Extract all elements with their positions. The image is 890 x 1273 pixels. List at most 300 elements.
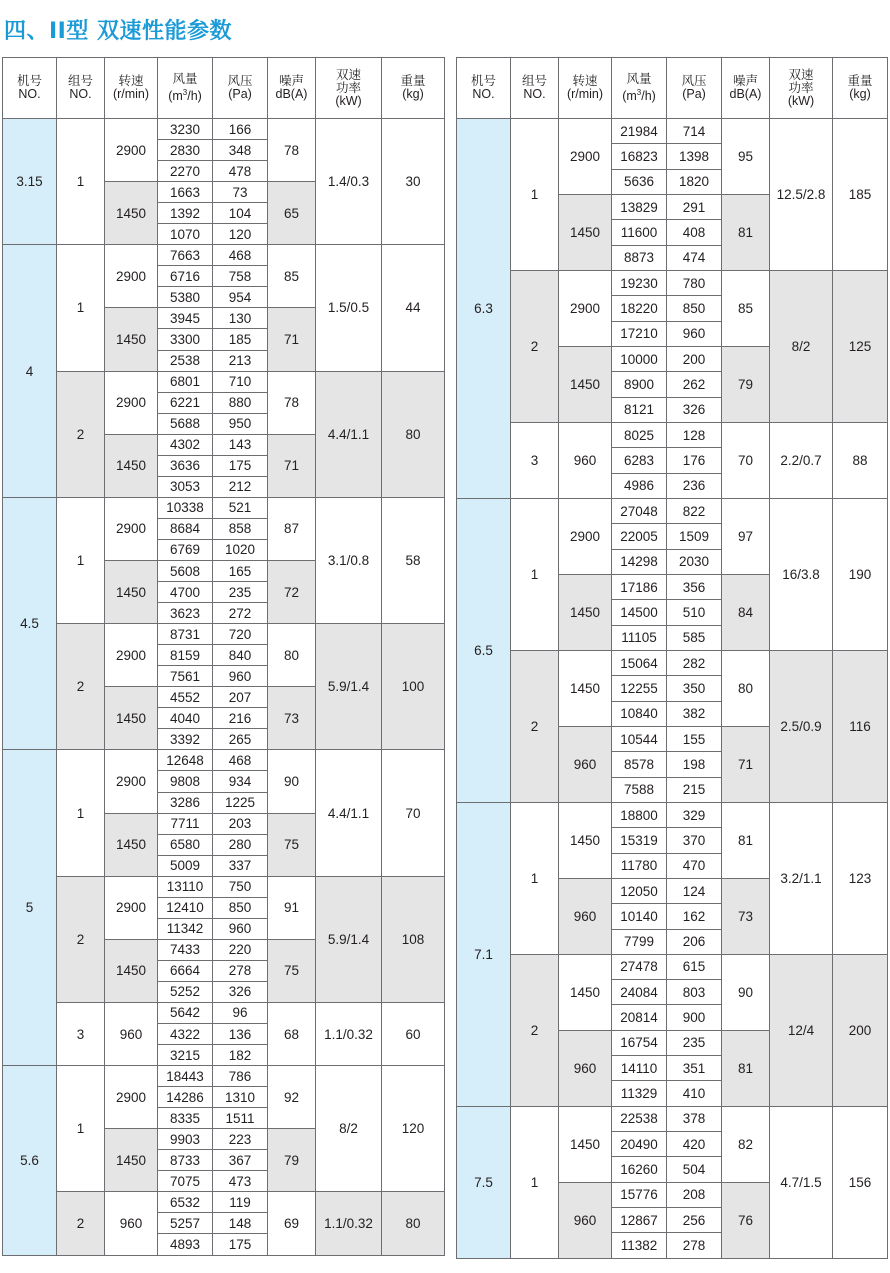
pressure-cell: 182 (213, 1045, 268, 1066)
airflow-cell: 6769 (158, 539, 213, 560)
header-machine-no: 机号 NO. (457, 58, 511, 119)
speed-cell: 2900 (559, 270, 612, 346)
noise-cell: 78 (268, 371, 316, 434)
airflow-cell: 8731 (158, 624, 213, 645)
airflow-cell: 18800 (612, 802, 667, 827)
pressure-cell: 136 (213, 1024, 268, 1045)
noise-cell: 85 (722, 270, 770, 346)
pressure-cell: 208 (667, 1182, 722, 1207)
pressure-cell: 130 (213, 308, 268, 329)
noise-cell: 71 (268, 308, 316, 371)
noise-cell: 81 (722, 802, 770, 878)
power-cell: 8/2 (316, 1066, 382, 1192)
table-row (3, 119, 445, 140)
pressure-cell: 124 (667, 878, 722, 903)
airflow-cell: 10000 (612, 346, 667, 371)
speed-cell: 1450 (105, 939, 158, 1002)
airflow-cell: 3215 (158, 1045, 213, 1066)
machine-no-cell: 7.5 (457, 1106, 511, 1258)
airflow-cell: 19230 (612, 270, 667, 295)
header-speed: 转速 (r/min) (559, 58, 612, 119)
pressure-cell: 954 (213, 287, 268, 308)
pressure-cell: 165 (213, 560, 268, 581)
airflow-cell: 7075 (158, 1171, 213, 1192)
airflow-cell: 15319 (612, 828, 667, 853)
weight-cell: 44 (382, 245, 445, 371)
airflow-cell: 4040 (158, 708, 213, 729)
pressure-cell: 235 (667, 1030, 722, 1055)
pressure-cell: 326 (667, 397, 722, 422)
airflow-cell: 8873 (612, 245, 667, 270)
pressure-cell: 2030 (667, 549, 722, 574)
pressure-cell: 504 (667, 1157, 722, 1182)
weight-cell: 200 (833, 954, 888, 1106)
machine-no-cell: 4.5 (3, 497, 57, 750)
airflow-cell: 15776 (612, 1182, 667, 1207)
group-no-cell: 1 (57, 245, 105, 371)
pressure-cell: 470 (667, 853, 722, 878)
airflow-cell: 13110 (158, 876, 213, 897)
pressure-cell: 714 (667, 119, 722, 144)
airflow-cell: 10338 (158, 497, 213, 518)
table-row (3, 1002, 445, 1023)
airflow-cell: 3053 (158, 476, 213, 497)
machine-no-cell: 7.1 (457, 802, 511, 1106)
speed-cell: 1450 (105, 182, 158, 245)
airflow-cell: 20490 (612, 1132, 667, 1157)
pressure-cell: 585 (667, 625, 722, 650)
airflow-cell: 10840 (612, 701, 667, 726)
pressure-cell: 750 (213, 876, 268, 897)
airflow-cell: 6221 (158, 392, 213, 413)
pressure-cell: 162 (667, 904, 722, 929)
airflow-cell: 5252 (158, 981, 213, 1002)
pressure-cell: 478 (213, 161, 268, 182)
pressure-cell: 758 (213, 266, 268, 287)
table-row (3, 245, 445, 266)
pressure-cell: 262 (667, 372, 722, 397)
pressure-cell: 510 (667, 600, 722, 625)
group-no-cell: 1 (57, 119, 105, 245)
pressure-cell: 350 (667, 676, 722, 701)
weight-cell: 80 (382, 1192, 445, 1255)
pressure-cell: 348 (213, 140, 268, 161)
pressure-cell: 474 (667, 245, 722, 270)
pressure-cell: 521 (213, 497, 268, 518)
pressure-cell: 207 (213, 687, 268, 708)
airflow-cell: 16260 (612, 1157, 667, 1182)
pressure-cell: 720 (213, 624, 268, 645)
group-no-cell: 1 (511, 119, 559, 271)
pressure-cell: 356 (667, 574, 722, 599)
weight-cell: 125 (833, 270, 888, 422)
header-group-no: 组号 NO. (57, 58, 105, 119)
pressure-cell: 382 (667, 701, 722, 726)
noise-cell: 70 (722, 422, 770, 498)
speed-cell: 1450 (559, 346, 612, 422)
pressure-cell: 166 (213, 119, 268, 140)
speed-cell: 2900 (105, 624, 158, 687)
speed-cell: 1450 (559, 954, 612, 1030)
noise-cell: 81 (722, 194, 770, 270)
group-no-cell: 1 (57, 750, 105, 876)
airflow-cell: 4302 (158, 434, 213, 455)
noise-cell: 91 (268, 876, 316, 939)
pressure-cell: 351 (667, 1056, 722, 1081)
weight-cell: 70 (382, 750, 445, 876)
speed-cell: 2900 (105, 750, 158, 813)
noise-cell: 76 (722, 1182, 770, 1258)
power-cell: 4.7/1.5 (770, 1106, 833, 1258)
speed-cell: 1450 (559, 574, 612, 650)
airflow-cell: 9808 (158, 771, 213, 792)
airflow-cell: 6580 (158, 834, 213, 855)
table-row (457, 954, 888, 979)
pressure-cell: 822 (667, 498, 722, 523)
pressure-cell: 378 (667, 1106, 722, 1131)
airflow-cell: 7663 (158, 245, 213, 266)
pressure-cell: 175 (213, 455, 268, 476)
pressure-cell: 278 (667, 1233, 722, 1258)
group-no-cell: 2 (511, 954, 559, 1106)
airflow-cell: 24084 (612, 980, 667, 1005)
group-no-cell: 2 (57, 876, 105, 1002)
weight-cell: 190 (833, 498, 888, 650)
header-power: 双速 功率 (kW) (770, 58, 833, 119)
pressure-cell: 337 (213, 855, 268, 876)
airflow-cell: 17210 (612, 321, 667, 346)
pressure-cell: 148 (213, 1213, 268, 1234)
pressure-cell: 326 (213, 981, 268, 1002)
table-row (3, 497, 445, 518)
header-airflow: 风量 $(m^3/h)$ (158, 58, 213, 119)
airflow-cell: 5642 (158, 1002, 213, 1023)
weight-cell: 156 (833, 1106, 888, 1258)
pressure-cell: 120 (213, 224, 268, 245)
power-cell: 2.5/0.9 (770, 650, 833, 802)
table-row (3, 1066, 445, 1087)
airflow-cell: 5688 (158, 413, 213, 434)
airflow-cell: 3945 (158, 308, 213, 329)
group-no-cell: 3 (57, 1002, 105, 1065)
airflow-cell: 7588 (612, 777, 667, 802)
pressure-cell: 840 (213, 645, 268, 666)
noise-cell: 79 (268, 1129, 316, 1192)
pressure-cell: 960 (667, 321, 722, 346)
airflow-cell: 8159 (158, 645, 213, 666)
pressure-cell: 236 (667, 473, 722, 498)
machine-no-cell: 4 (3, 245, 57, 498)
airflow-cell: 3636 (158, 455, 213, 476)
noise-cell: 79 (722, 346, 770, 422)
pressure-cell: 278 (213, 960, 268, 981)
header-speed: 转速 (r/min) (105, 58, 158, 119)
power-cell: 3.1/0.8 (316, 497, 382, 623)
airflow-cell: 5608 (158, 560, 213, 581)
airflow-cell: 8578 (612, 752, 667, 777)
speed-cell: 1450 (105, 1129, 158, 1192)
pressure-cell: 468 (213, 245, 268, 266)
noise-cell: 69 (268, 1192, 316, 1255)
pressure-cell: 960 (213, 918, 268, 939)
speed-cell: 960 (559, 1030, 612, 1106)
table-row (3, 624, 445, 645)
header-weight: 重量 (kg) (833, 58, 888, 119)
airflow-cell: 8121 (612, 397, 667, 422)
pressure-cell: 367 (213, 1150, 268, 1171)
group-no-cell: 1 (511, 1106, 559, 1258)
pressure-cell: 216 (213, 708, 268, 729)
pressure-cell: 119 (213, 1192, 268, 1213)
airflow-cell: 6716 (158, 266, 213, 287)
power-cell: 1.5/0.5 (316, 245, 382, 371)
speed-cell: 960 (105, 1192, 158, 1255)
header-weight: 重量 (kg) (382, 58, 445, 119)
header-noise: 噪声 dB(A) (268, 58, 316, 119)
performance-table-right (456, 57, 888, 1259)
airflow-cell: 11382 (612, 1233, 667, 1258)
weight-cell: 116 (833, 650, 888, 802)
airflow-cell: 4893 (158, 1234, 213, 1255)
airflow-cell: 7561 (158, 666, 213, 687)
header-pressure: 风压 (Pa) (213, 58, 268, 119)
airflow-cell: 7433 (158, 939, 213, 960)
table-row (457, 1106, 888, 1131)
speed-cell: 1450 (105, 813, 158, 876)
machine-no-cell: 3.15 (3, 119, 57, 245)
power-cell: 1.1/0.32 (316, 1002, 382, 1065)
table-row (3, 876, 445, 897)
speed-cell: 2900 (105, 1066, 158, 1129)
airflow-cell: 8900 (612, 372, 667, 397)
airflow-cell: 16754 (612, 1030, 667, 1055)
noise-cell: 73 (268, 687, 316, 750)
airflow-cell: 14500 (612, 600, 667, 625)
pressure-cell: 185 (213, 329, 268, 350)
noise-cell: 90 (722, 954, 770, 1030)
pressure-cell: 934 (213, 771, 268, 792)
noise-cell: 65 (268, 182, 316, 245)
airflow-cell: 3300 (158, 329, 213, 350)
power-cell: 1.4/0.3 (316, 119, 382, 245)
header-noise: 噪声 dB(A) (722, 58, 770, 119)
table-row (457, 498, 888, 523)
power-cell: 8/2 (770, 270, 833, 422)
noise-cell: 71 (722, 726, 770, 802)
group-no-cell: 3 (511, 422, 559, 498)
pressure-cell: 203 (213, 813, 268, 834)
machine-no-cell: 5.6 (3, 1066, 57, 1255)
airflow-cell: 14298 (612, 549, 667, 574)
airflow-cell: 6664 (158, 960, 213, 981)
speed-cell: 1450 (105, 308, 158, 371)
airflow-cell: 17186 (612, 574, 667, 599)
weight-cell: 30 (382, 119, 445, 245)
noise-cell: 75 (268, 813, 316, 876)
pressure-cell: 143 (213, 434, 268, 455)
pressure-cell: 176 (667, 448, 722, 473)
weight-cell: 123 (833, 802, 888, 954)
pressure-cell: 880 (213, 392, 268, 413)
airflow-cell: 12255 (612, 676, 667, 701)
airflow-cell: 27478 (612, 954, 667, 979)
pressure-cell: 212 (213, 476, 268, 497)
machine-no-cell: 5 (3, 750, 57, 1066)
pressure-cell: 803 (667, 980, 722, 1005)
header-airflow: 风量 $(m^3/h)$ (612, 58, 667, 119)
airflow-cell: 4322 (158, 1024, 213, 1045)
header-power: 双速 功率 (kW) (316, 58, 382, 119)
weight-cell: 100 (382, 624, 445, 750)
airflow-cell: 3230 (158, 119, 213, 140)
pressure-cell: 215 (667, 777, 722, 802)
pressure-cell: 1509 (667, 524, 722, 549)
weight-cell: 185 (833, 119, 888, 271)
power-cell: 3.2/1.1 (770, 802, 833, 954)
power-cell: 12/4 (770, 954, 833, 1106)
noise-cell: 87 (268, 497, 316, 560)
pressure-cell: 329 (667, 802, 722, 827)
airflow-cell: 8025 (612, 422, 667, 447)
pressure-cell: 280 (213, 834, 268, 855)
power-cell: 2.2/0.7 (770, 422, 833, 498)
airflow-cell: 2538 (158, 350, 213, 371)
airflow-cell: 11780 (612, 853, 667, 878)
speed-cell: 1450 (559, 1106, 612, 1182)
airflow-cell: 10544 (612, 726, 667, 751)
airflow-cell: 1663 (158, 182, 213, 203)
noise-cell: 72 (268, 560, 316, 623)
airflow-cell: 22005 (612, 524, 667, 549)
weight-cell: 60 (382, 1002, 445, 1065)
header-machine-no: 机号 NO. (3, 58, 57, 119)
pressure-cell: 265 (213, 729, 268, 750)
noise-cell: 80 (722, 650, 770, 726)
noise-cell: 78 (268, 119, 316, 182)
pressure-cell: 858 (213, 518, 268, 539)
weight-cell: 80 (382, 371, 445, 497)
noise-cell: 75 (268, 939, 316, 1002)
airflow-cell: 18443 (158, 1066, 213, 1087)
speed-cell: 2900 (559, 119, 612, 195)
machine-no-cell: 6.5 (457, 498, 511, 802)
airflow-cell: 3392 (158, 729, 213, 750)
pressure-cell: 950 (213, 413, 268, 434)
airflow-cell: 8733 (158, 1150, 213, 1171)
pressure-cell: 1398 (667, 144, 722, 169)
pressure-cell: 370 (667, 828, 722, 853)
speed-cell: 2900 (105, 497, 158, 560)
airflow-cell: 5257 (158, 1213, 213, 1234)
table-row (457, 119, 888, 144)
airflow-cell: 12867 (612, 1208, 667, 1233)
airflow-cell: 3623 (158, 603, 213, 624)
airflow-cell: 10140 (612, 904, 667, 929)
airflow-cell: 5636 (612, 169, 667, 194)
pressure-cell: 1020 (213, 539, 268, 560)
noise-cell: 92 (268, 1066, 316, 1129)
airflow-cell: 11600 (612, 220, 667, 245)
airflow-cell: 9903 (158, 1129, 213, 1150)
pressure-cell: 410 (667, 1081, 722, 1106)
pressure-cell: 1310 (213, 1087, 268, 1108)
pressure-cell: 850 (213, 897, 268, 918)
airflow-cell: 4986 (612, 473, 667, 498)
speed-cell: 960 (559, 1182, 612, 1258)
noise-cell: 90 (268, 750, 316, 813)
power-cell: 1.1/0.32 (316, 1192, 382, 1255)
airflow-cell: 14110 (612, 1056, 667, 1081)
pressure-cell: 128 (667, 422, 722, 447)
table-header-row (457, 58, 888, 119)
table-row (457, 270, 888, 295)
group-no-cell: 2 (511, 650, 559, 802)
table-row (457, 802, 888, 827)
pressure-cell: 408 (667, 220, 722, 245)
pressure-cell: 200 (667, 346, 722, 371)
speed-cell: 1450 (559, 650, 612, 726)
noise-cell: 68 (268, 1002, 316, 1065)
airflow-cell: 18220 (612, 296, 667, 321)
pressure-cell: 256 (667, 1208, 722, 1233)
group-no-cell: 1 (57, 497, 105, 623)
pressure-cell: 1511 (213, 1108, 268, 1129)
power-cell: 4.4/1.1 (316, 750, 382, 876)
header-group-no: 组号 NO. (511, 58, 559, 119)
performance-table-left (2, 57, 445, 1256)
airflow-cell: 7799 (612, 929, 667, 954)
table-row (3, 750, 445, 771)
power-cell: 5.9/1.4 (316, 876, 382, 1002)
pressure-cell: 786 (213, 1066, 268, 1087)
pressure-cell: 155 (667, 726, 722, 751)
machine-no-cell: 6.3 (457, 119, 511, 499)
airflow-cell: 3286 (158, 792, 213, 813)
pressure-cell: 780 (667, 270, 722, 295)
pressure-cell: 235 (213, 582, 268, 603)
airflow-cell: 11105 (612, 625, 667, 650)
group-no-cell: 1 (57, 1066, 105, 1192)
power-cell: 12.5/2.8 (770, 119, 833, 271)
group-no-cell: 2 (511, 270, 559, 422)
airflow-cell: 15064 (612, 650, 667, 675)
pressure-cell: 615 (667, 954, 722, 979)
airflow-cell: 1392 (158, 203, 213, 224)
airflow-cell: 2830 (158, 140, 213, 161)
pressure-cell: 223 (213, 1129, 268, 1150)
group-no-cell: 1 (511, 498, 559, 650)
pressure-cell: 213 (213, 350, 268, 371)
speed-cell: 2900 (105, 119, 158, 182)
noise-cell: 80 (268, 624, 316, 687)
airflow-cell: 4700 (158, 582, 213, 603)
speed-cell: 960 (559, 422, 612, 498)
speed-cell: 2900 (559, 498, 612, 574)
pressure-cell: 96 (213, 1002, 268, 1023)
airflow-cell: 2270 (158, 161, 213, 182)
pressure-cell: 468 (213, 750, 268, 771)
group-no-cell: 2 (57, 371, 105, 497)
noise-cell: 82 (722, 1106, 770, 1182)
pressure-cell: 175 (213, 1234, 268, 1255)
weight-cell: 88 (833, 422, 888, 498)
airflow-cell: 5380 (158, 287, 213, 308)
noise-cell: 95 (722, 119, 770, 195)
airflow-cell: 16823 (612, 144, 667, 169)
pressure-cell: 1225 (213, 792, 268, 813)
airflow-cell: 1070 (158, 224, 213, 245)
speed-cell: 1450 (105, 434, 158, 497)
